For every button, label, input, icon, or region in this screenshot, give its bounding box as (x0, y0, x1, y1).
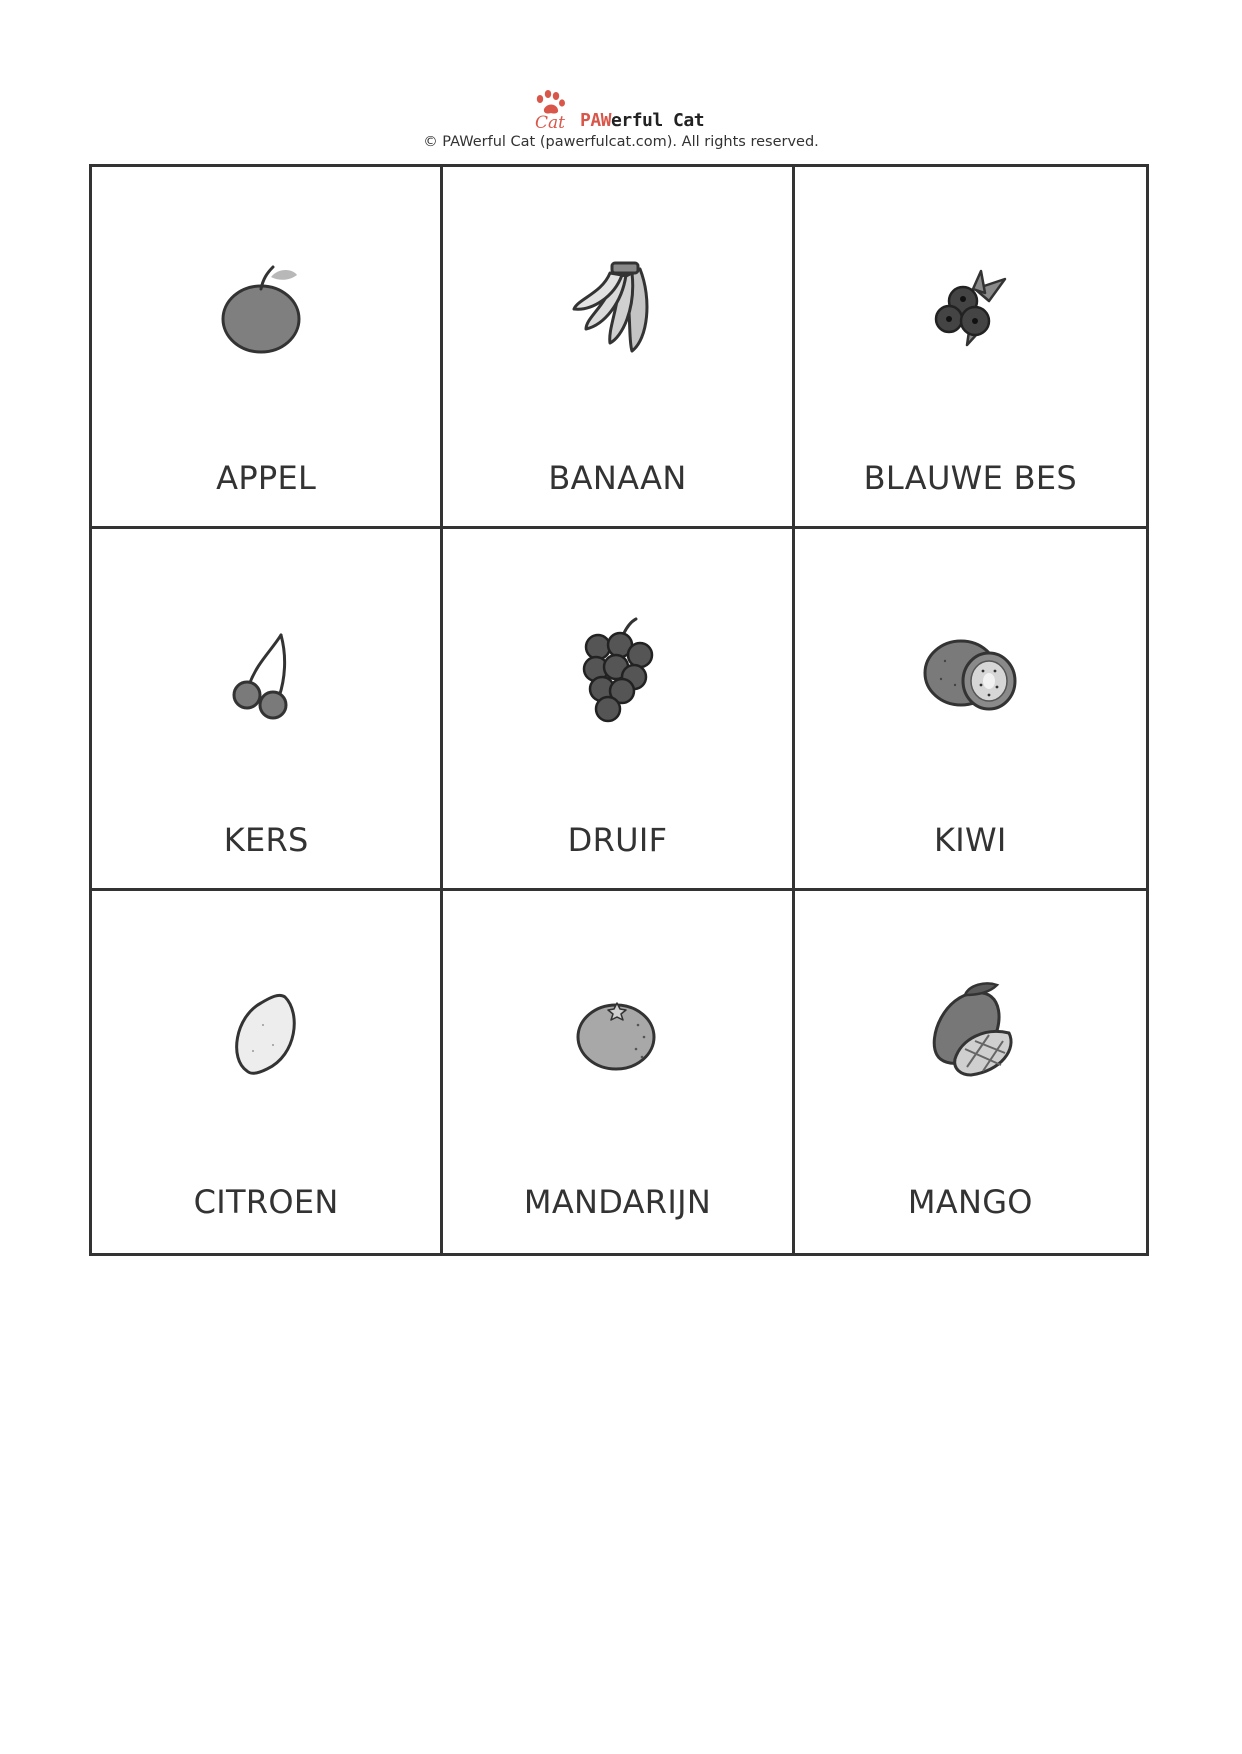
cherry-icon (201, 601, 331, 731)
page-header (0, 88, 1242, 154)
mandarin-icon (552, 963, 682, 1093)
card-label: KERS (223, 821, 309, 859)
card-mandarijn (443, 891, 794, 1253)
lemon-icon (201, 963, 331, 1093)
card-appel (92, 167, 443, 529)
brand-name: PAWerful Cat (580, 110, 705, 131)
card-blauwe-bes (795, 167, 1146, 529)
card-kers (92, 529, 443, 891)
banana-icon (552, 239, 682, 369)
card-label: MANDARIJN (523, 1183, 712, 1221)
kiwi-icon (905, 601, 1035, 731)
card-label: MANGO (907, 1183, 1033, 1221)
brand-logo (527, 88, 727, 134)
card-label: APPEL (216, 459, 317, 497)
card-label: BANAAN (548, 459, 687, 497)
blueberry-icon (905, 239, 1035, 369)
paw-logo-icon (527, 88, 579, 134)
card-kiwi (795, 529, 1146, 891)
logo-cat-text: Cat (535, 113, 565, 133)
flashcard-grid (89, 164, 1149, 1256)
card-druif (443, 529, 794, 891)
card-label: CITROEN (193, 1183, 339, 1221)
card-label: DRUIF (567, 821, 668, 859)
card-label: BLAUWE BES (863, 459, 1077, 497)
card-citroen (92, 891, 443, 1253)
mango-icon (905, 963, 1035, 1093)
apple-icon (201, 239, 331, 369)
card-banaan (443, 167, 794, 529)
grape-icon (552, 601, 682, 731)
card-mango (795, 891, 1146, 1253)
copyright-notice: © PAWerful Cat (pawerfulcat.com). All rights reserved. (423, 134, 819, 150)
card-label: KIWI (933, 821, 1007, 859)
